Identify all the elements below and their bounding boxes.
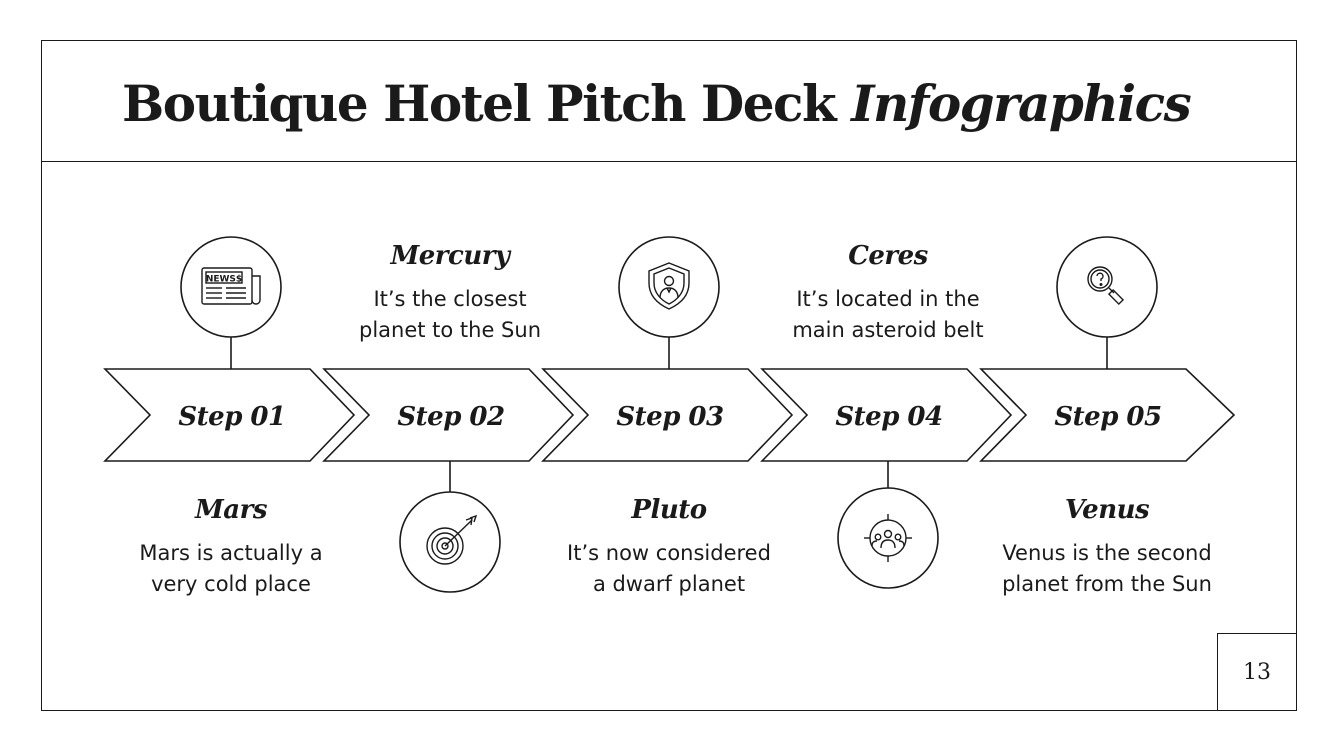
- step-desc-5-line-1: Venus is the second: [1002, 541, 1212, 565]
- step-heading-1: Mars: [195, 495, 267, 525]
- step-desc-2: [320, 284, 580, 346]
- step-desc-3-line-1: It’s now considered: [567, 541, 771, 565]
- svg-text:NEWS$: NEWS$: [205, 274, 243, 285]
- title-italic: Infographics: [851, 74, 1191, 133]
- icon-circle-1: [181, 237, 281, 337]
- icon-circle-5: [1057, 237, 1157, 337]
- step-heading-3: Pluto: [631, 495, 707, 525]
- step-desc-2-line-2: planet to the Sun: [358, 318, 542, 342]
- step-desc-4-line-2: main asteroid belt: [792, 318, 984, 342]
- step-label-1: Step 01: [178, 402, 286, 432]
- step-label-2: Step 02: [397, 402, 505, 432]
- icon-circle-3: [619, 237, 719, 337]
- step-desc-4: [758, 284, 1018, 346]
- page-number: 13: [1217, 633, 1297, 711]
- step-label-5: Step 05: [1054, 402, 1162, 432]
- step-desc-2-line-1: It’s the closest: [373, 287, 527, 311]
- step-label-3: Step 03: [616, 402, 724, 432]
- step-label-4: Step 04: [835, 402, 943, 432]
- step-desc-1-line-2: very cold place: [151, 572, 311, 596]
- step-desc-1-line-1: Mars is actually a: [139, 541, 323, 565]
- step-desc-1: [101, 538, 361, 600]
- step-desc-3-line-2: a dwarf planet: [592, 572, 746, 596]
- step-heading-2: Mercury: [390, 241, 510, 271]
- step-heading-4: Ceres: [848, 241, 928, 271]
- title-main: Boutique Hotel Pitch Deck: [122, 74, 836, 133]
- step-desc-5-line-2: planet from the Sun: [1002, 572, 1212, 596]
- step-desc-3: [539, 538, 799, 600]
- step-desc-5: [977, 538, 1237, 600]
- step-heading-5: Venus: [1064, 495, 1150, 525]
- step-desc-4-line-1: It’s located in the: [796, 287, 980, 311]
